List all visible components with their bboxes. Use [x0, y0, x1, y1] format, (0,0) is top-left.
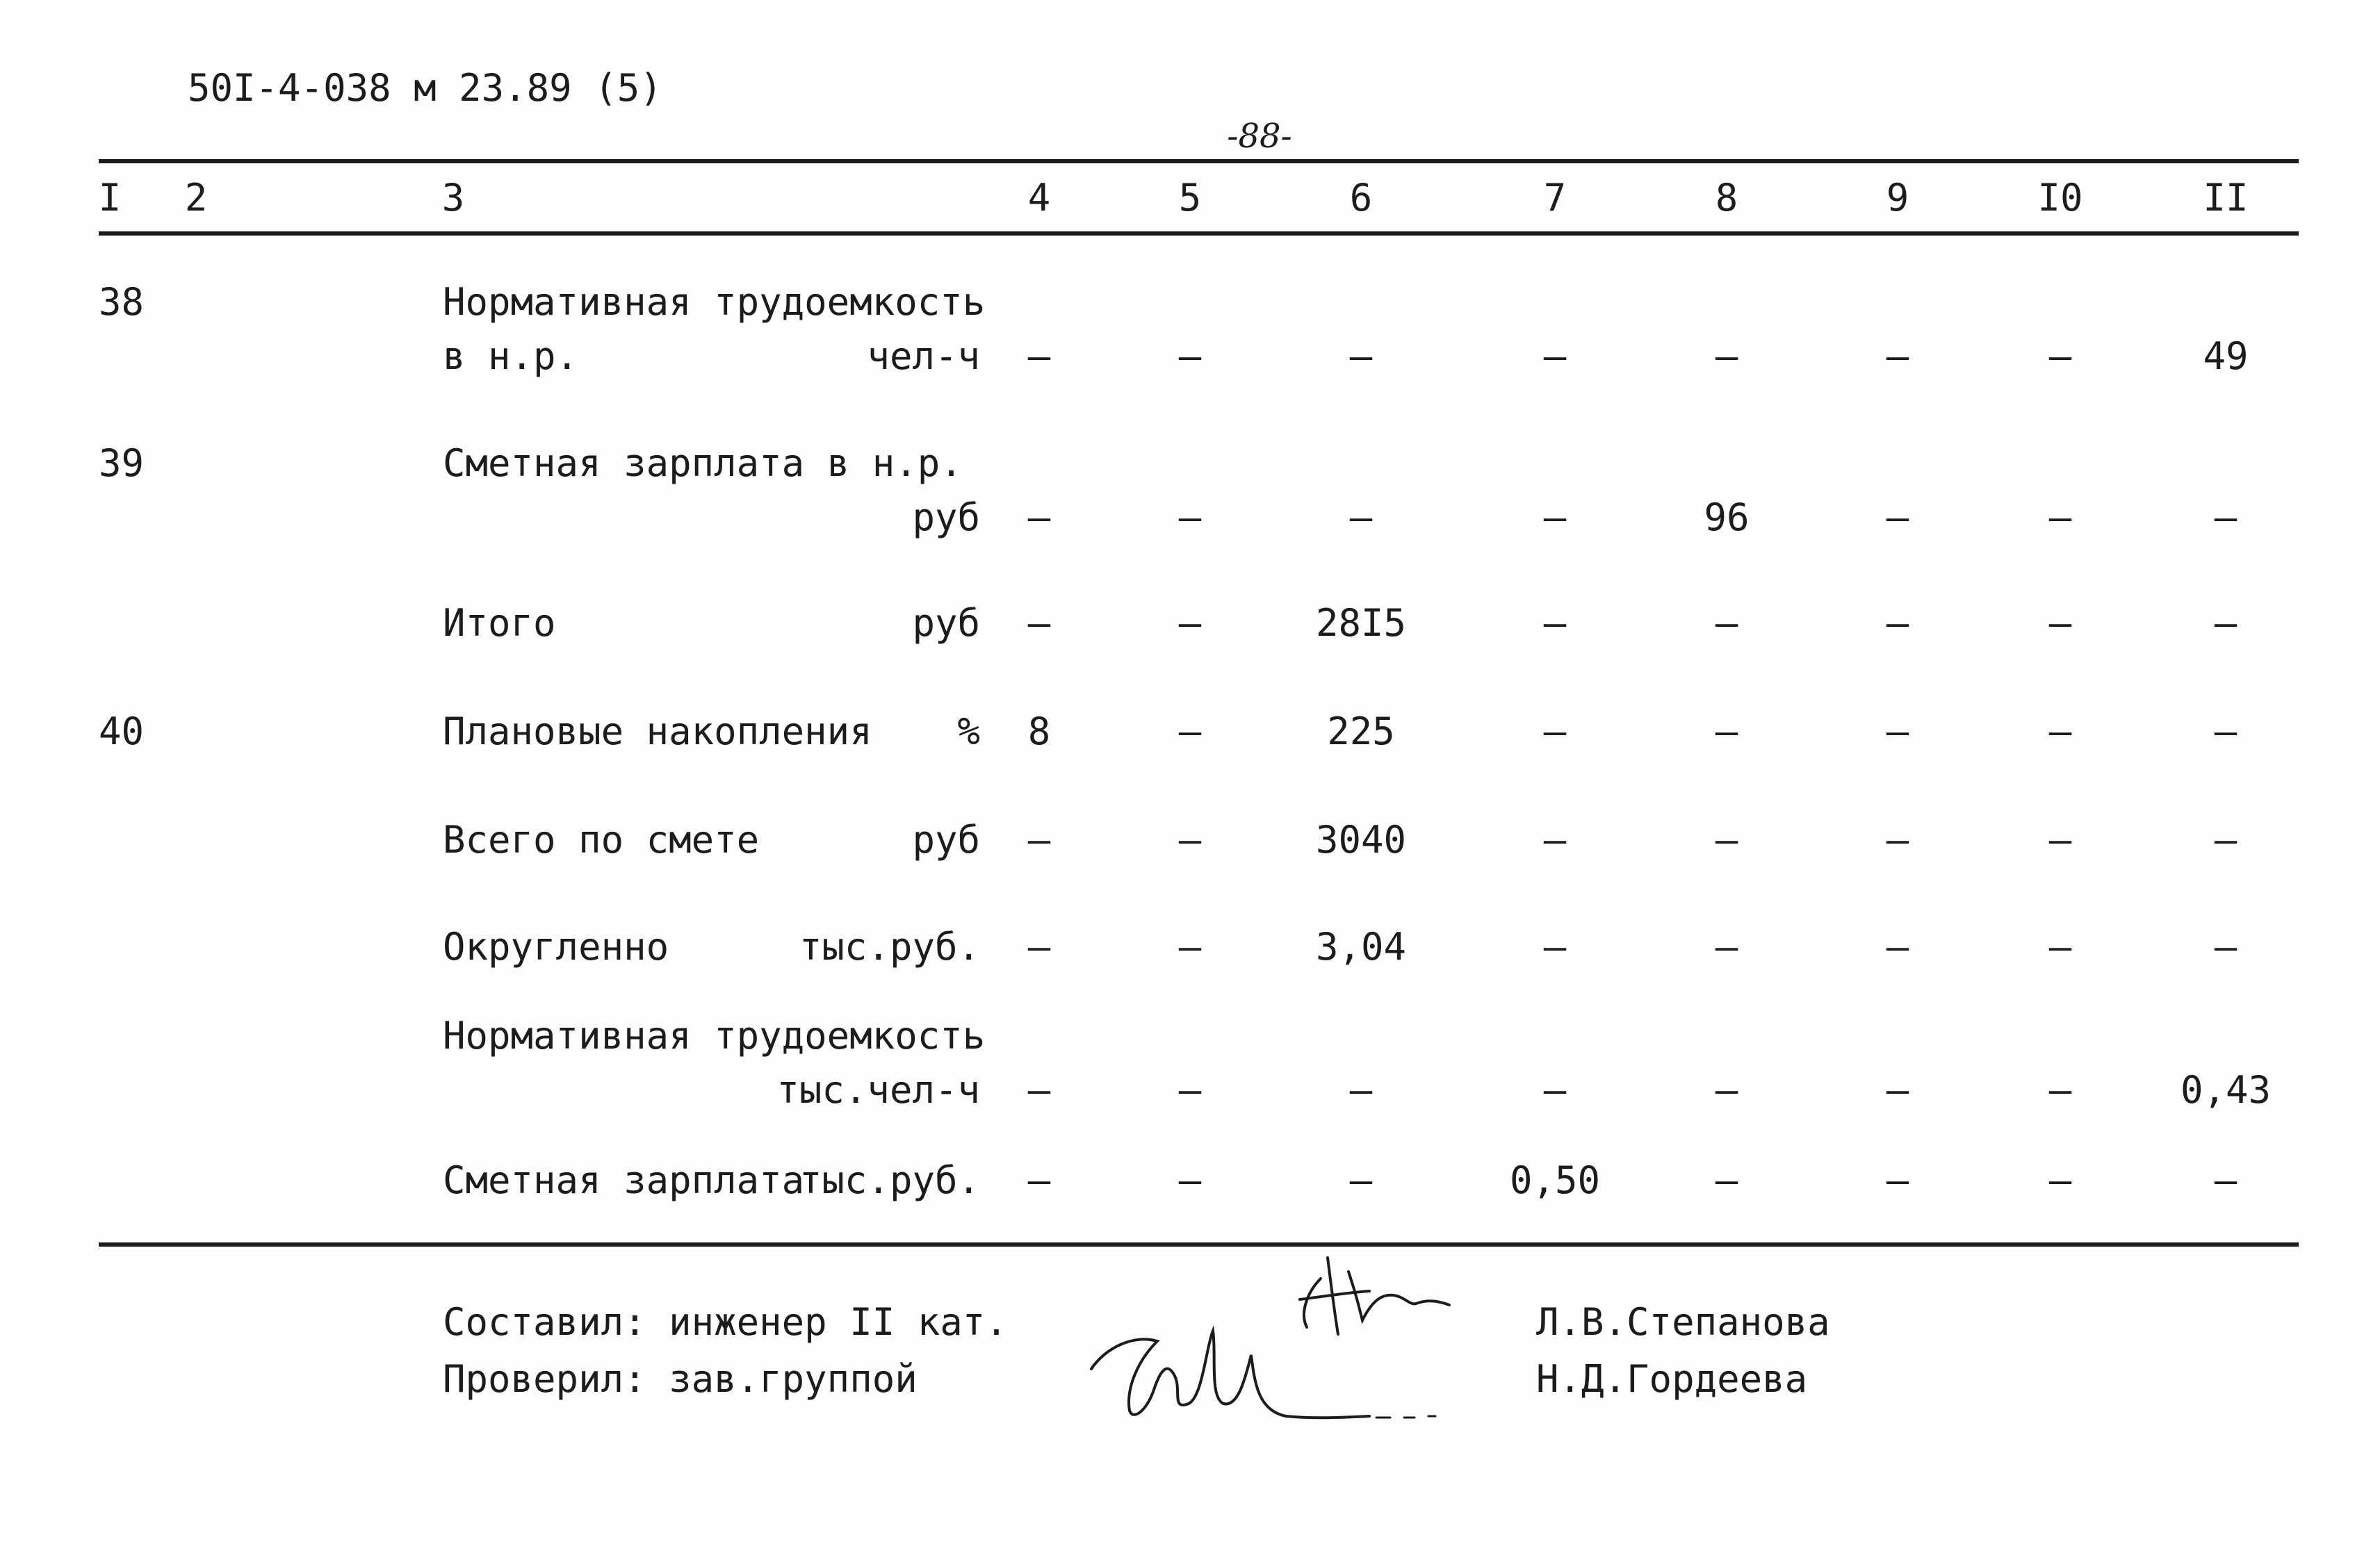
column-header: 4: [1027, 176, 1051, 220]
cell-value: –: [1027, 1158, 1051, 1202]
cell-value: –: [1349, 495, 1373, 539]
cell-value: 96: [1704, 495, 1750, 539]
checked-by-label: Проверил: зав.группой: [443, 1357, 918, 1401]
cell-value: –: [2214, 709, 2238, 753]
column-header: 7: [1543, 176, 1567, 220]
cell-value: –: [1178, 1158, 1202, 1202]
row-unit: руб: [912, 601, 980, 645]
cell-value: –: [1027, 1068, 1051, 1112]
row-label: Сметная зарплата в н.р.: [443, 441, 963, 485]
cell-value: –: [2214, 925, 2238, 969]
cell-value: –: [1886, 495, 1909, 539]
cell-value: –: [2214, 495, 2238, 539]
page-number: -88-: [1227, 117, 1292, 156]
cell-value: –: [2048, 709, 2072, 753]
cell-value: –: [1027, 334, 1051, 378]
cell-value: –: [1715, 1158, 1738, 1202]
row-unit: тыс.чел-ч: [776, 1068, 980, 1112]
cell-value: –: [1886, 1068, 1909, 1112]
cell-value: 3,04: [1315, 925, 1407, 969]
column-header: 8: [1715, 176, 1738, 220]
cell-value: –: [1543, 1068, 1567, 1112]
cell-value: –: [1178, 1068, 1202, 1112]
row-unit: руб: [912, 495, 980, 539]
cell-value: –: [2048, 1068, 2072, 1112]
row-unit: чел-ч: [867, 334, 980, 378]
cell-value: –: [1715, 334, 1738, 378]
row-unit: %: [957, 709, 980, 753]
checked-by-name: Н.Д.Гордеева: [1536, 1357, 1808, 1401]
cell-value: –: [2048, 334, 2072, 378]
cell-value: –: [1178, 818, 1202, 862]
cell-value: –: [1886, 601, 1909, 645]
row-number: 40: [99, 709, 145, 753]
cell-value: –: [1543, 709, 1567, 753]
cell-value: –: [1027, 601, 1051, 645]
cell-value: –: [1543, 495, 1567, 539]
cell-value: –: [1886, 709, 1909, 753]
row-label: Итого: [443, 601, 556, 645]
row-label: Округленно: [443, 925, 669, 969]
cell-value: –: [1886, 334, 1909, 378]
cell-value: –: [1715, 1068, 1738, 1112]
column-header: I0: [2037, 176, 2083, 220]
row-unit: тыс.руб.: [799, 1158, 980, 1202]
cell-value: 225: [1327, 709, 1395, 753]
cell-value: 0,43: [2180, 1068, 2272, 1112]
cell-value: –: [2214, 818, 2238, 862]
cell-value: –: [1178, 495, 1202, 539]
cell-value: 3040: [1315, 818, 1407, 862]
cell-value: –: [1178, 334, 1202, 378]
cell-value: –: [1715, 709, 1738, 753]
row-label: Всего по смете: [443, 818, 760, 862]
row-label: Нормативная трудоемкость: [443, 1014, 986, 1058]
cell-value: –: [1886, 1158, 1909, 1202]
checked-signature: [1084, 1306, 1446, 1431]
column-header: II: [2203, 176, 2249, 220]
cell-value: –: [1715, 601, 1738, 645]
row-number: 38: [99, 280, 145, 324]
cell-value: –: [1715, 925, 1738, 969]
column-header: 2: [184, 176, 208, 220]
cell-value: –: [1349, 334, 1373, 378]
cell-value: –: [2048, 495, 2072, 539]
column-header: 9: [1886, 176, 1909, 220]
table-top-rule: [99, 159, 2299, 163]
compiled-by-name: Л.В.Степанова: [1536, 1300, 1830, 1344]
table-header-rule: [99, 231, 2299, 236]
cell-value: –: [2214, 1158, 2238, 1202]
row-label-continued: в н.р.: [443, 334, 579, 378]
cell-value: –: [1715, 818, 1738, 862]
cell-value: –: [1543, 334, 1567, 378]
cell-value: 49: [2203, 334, 2249, 378]
row-label: Сметная зарплата: [443, 1158, 805, 1202]
row-label: Нормативная трудоемкость: [443, 280, 986, 324]
cell-value: –: [1349, 1068, 1373, 1112]
cell-value: –: [1027, 818, 1051, 862]
cell-value: –: [2048, 925, 2072, 969]
column-header: I: [98, 176, 122, 220]
cell-value: –: [1178, 925, 1202, 969]
document-code: 50I-4-038 м 23.89 (5): [188, 66, 662, 110]
cell-value: –: [1178, 709, 1202, 753]
cell-value: –: [1543, 818, 1567, 862]
cell-value: –: [1027, 495, 1051, 539]
cell-value: –: [1886, 818, 1909, 862]
cell-value: –: [2048, 1158, 2072, 1202]
cell-value: –: [2214, 601, 2238, 645]
column-header: 5: [1178, 176, 1202, 220]
table-bottom-rule: [99, 1242, 2299, 1247]
row-number: 39: [99, 441, 145, 485]
cell-value: 8: [1027, 709, 1051, 753]
cell-value: 28I5: [1315, 601, 1407, 645]
compiled-by-label: Составил: инженер II кат.: [443, 1300, 1008, 1344]
cell-value: –: [1178, 601, 1202, 645]
cell-value: –: [1349, 1158, 1373, 1202]
cell-value: –: [1886, 925, 1909, 969]
row-label: Плановые накопления: [443, 709, 872, 753]
column-header: 6: [1349, 176, 1373, 220]
cell-value: –: [2048, 818, 2072, 862]
cell-value: –: [1543, 925, 1567, 969]
column-header: 3: [441, 176, 465, 220]
cell-value: 0,50: [1509, 1158, 1601, 1202]
cell-value: –: [2048, 601, 2072, 645]
cell-value: –: [1543, 601, 1567, 645]
row-unit: тыс.руб.: [799, 925, 980, 969]
cell-value: –: [1027, 925, 1051, 969]
row-unit: руб: [912, 818, 980, 862]
